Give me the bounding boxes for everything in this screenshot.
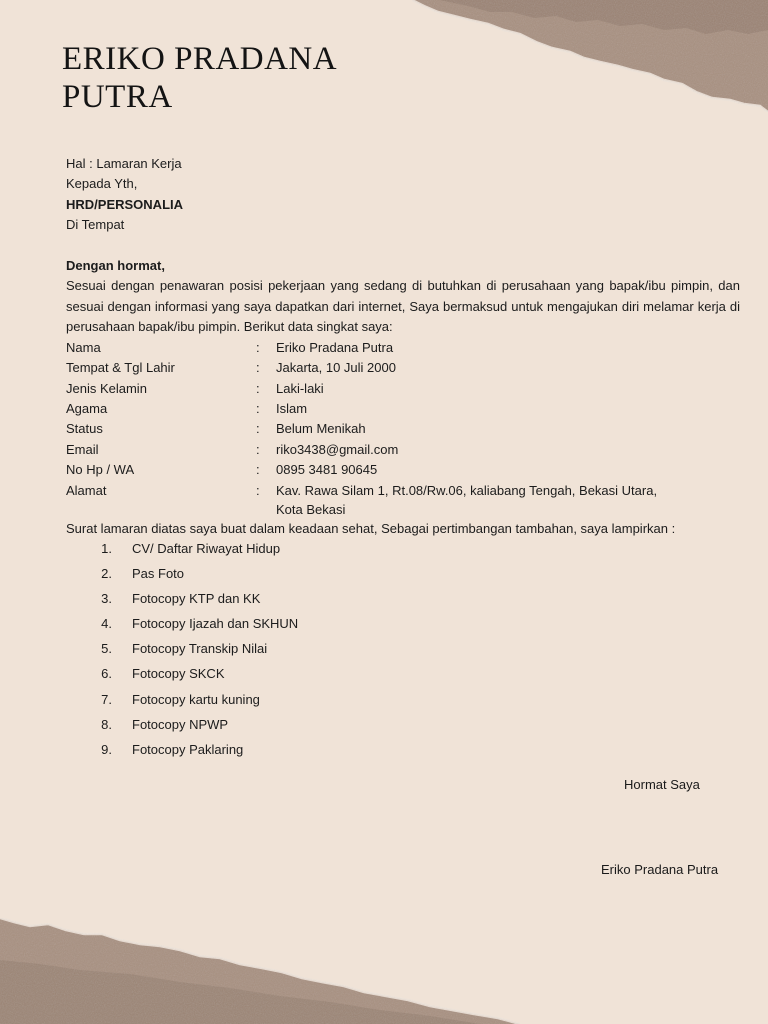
intro-paragraph: Sesuai dengan penawaran posisi pekerjaan yang sedang di butuhkan di perusahaan yang bapak/ibu pimpin, dan sesuai dengan informasi yang saya dapatkan dari internet, Saya bermaksud untuk mengajukan diri melamar kerja di perusahaan bapak/ibu pimpin. Berikut data singkat saya: [66,278,740,335]
greeting-line: Dengan hormat, [66,257,165,273]
data-value: Islam [276,400,308,416]
data-value: Eriko Pradana Putra [276,339,394,355]
list-item [66,614,740,639]
data-value: Belum Menikah [276,421,366,437]
data-colon: : [256,441,260,457]
regards-line: Hormat Saya [624,777,700,792]
list-text: Pas Foto [132,566,185,582]
list-number: 7. [101,691,112,707]
data-row-nama [66,338,740,358]
signer-name: Eriko Pradana Putra [601,862,719,877]
list-text: Fotocopy Ijazah dan SKHUN [132,616,299,632]
list-number: 9. [101,741,112,757]
bottom-left-kraft-shape [0,918,520,1024]
data-value: 0895 3481 90645 [276,462,378,478]
closing-statement: Surat lamaran diatas saya buat dalam keadaan sehat, Sebagai pertimbangan tambahan, saya lampirkan : [66,520,676,536]
list-item [66,564,740,589]
data-row-birth [66,358,740,378]
data-label: Jenis Kelamin [66,380,147,396]
data-value: riko3438@gmail.com [276,441,399,457]
list-item [66,715,740,740]
list-text: Fotocopy SKCK [132,666,225,682]
list-item [66,539,740,564]
list-number: 6. [101,666,112,682]
list-text: Fotocopy KTP dan KK [132,591,261,607]
list-text: Fotocopy Paklaring [132,741,244,757]
data-value [276,481,740,519]
address-line-2: Kota Bekasi [276,501,346,517]
list-number: 5. [101,641,112,657]
data-colon: : [256,482,260,498]
data-row-address [66,481,740,519]
data-label: Agama [66,400,108,416]
data-row-gender [66,379,740,399]
list-number: 8. [101,716,112,732]
addressee-line: Kepada Yth, [66,176,138,192]
data-label: No Hp / WA [66,462,135,478]
list-text: Fotocopy Transkip Nilai [132,641,268,657]
data-colon: : [256,421,260,437]
top-right-kraft-shape [412,0,768,112]
list-item [66,639,740,664]
place-line: Di Tempat [66,217,125,233]
name-line-1: ERIKO PRADANA [62,41,338,77]
address-line-1: Kav. Rawa Silam 1, Rt.08/Rw.06, kaliabang Tengah, Bekasi Utara, [276,482,658,498]
data-row-phone [66,460,740,480]
applicant-name-heading [62,40,337,116]
letter-body [66,154,740,765]
personal-data-table [66,338,740,519]
list-number: 1. [101,540,112,556]
list-text: Fotocopy NPWP [132,716,229,732]
data-label: Email [66,441,99,457]
attachment-list [66,539,740,765]
data-label: Status [66,421,103,437]
data-row-email [66,440,740,460]
subject-line: Hal : Lamaran Kerja [66,156,182,171]
list-item [66,690,740,715]
spacer [66,236,740,256]
recipient-line: HRD/PERSONALIA [66,196,184,212]
list-text: Fotocopy kartu kuning [132,691,260,707]
list-item [66,740,740,765]
list-number: 2. [101,566,112,582]
list-number: 3. [101,591,112,607]
data-colon: : [256,462,260,478]
name-line-2: PUTRA [62,79,173,115]
data-colon: : [256,380,260,396]
list-number: 4. [101,616,112,632]
data-row-religion [66,399,740,419]
data-label: Tempat & Tgl Lahir [66,360,175,376]
data-label: Nama [66,339,101,355]
data-value: Laki-laki [276,380,324,396]
data-value: Jakarta, 10 Juli 2000 [276,360,396,376]
data-row-status [66,419,740,439]
data-colon: : [256,339,260,355]
list-item [66,664,740,689]
data-colon: : [256,400,260,416]
data-colon: : [256,360,260,376]
list-item [66,589,740,614]
data-label: Alamat [66,482,107,498]
list-text: CV/ Daftar Riwayat Hidup [132,540,281,556]
